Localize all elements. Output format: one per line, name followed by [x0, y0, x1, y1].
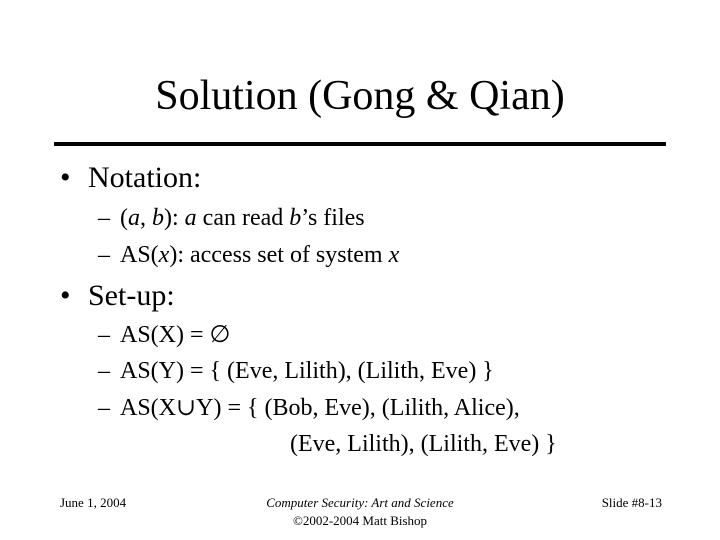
- bullet-notation: Notation:: [88, 161, 202, 194]
- bullet-setup: Set-up:: [88, 279, 175, 312]
- bullet-dot: •: [60, 279, 71, 312]
- subitem-asy: – AS(Y) = { (Eve, Lilith), (Lilith, Eve) }: [98, 358, 494, 384]
- subitem-access-set: – AS(x): access set of system x: [98, 242, 400, 268]
- footer-course-title: Computer Security: Art and Science: [266, 495, 454, 510]
- footer-copyright: ©2002-2004 Matt Bishop: [292, 513, 428, 528]
- title-divider: [54, 142, 666, 146]
- footer-slide-number: Slide #8-13: [601, 495, 662, 510]
- subitem-asxy: – AS(X∪Y) = { (Bob, Eve), (Lilith, Alice),: [98, 395, 520, 421]
- footer-date: June 1, 2004: [60, 495, 127, 510]
- bullet-dot: •: [60, 161, 71, 194]
- slide-title: Solution (Gong & Qian): [155, 73, 565, 119]
- subitem-read-notation: – (a, b): a can read b’s files: [98, 205, 365, 231]
- subitem-asx: – AS(X) = ∅: [98, 322, 231, 348]
- subitem-asxy-continuation: (Eve, Lilith), (Lilith, Eve) }: [290, 431, 557, 457]
